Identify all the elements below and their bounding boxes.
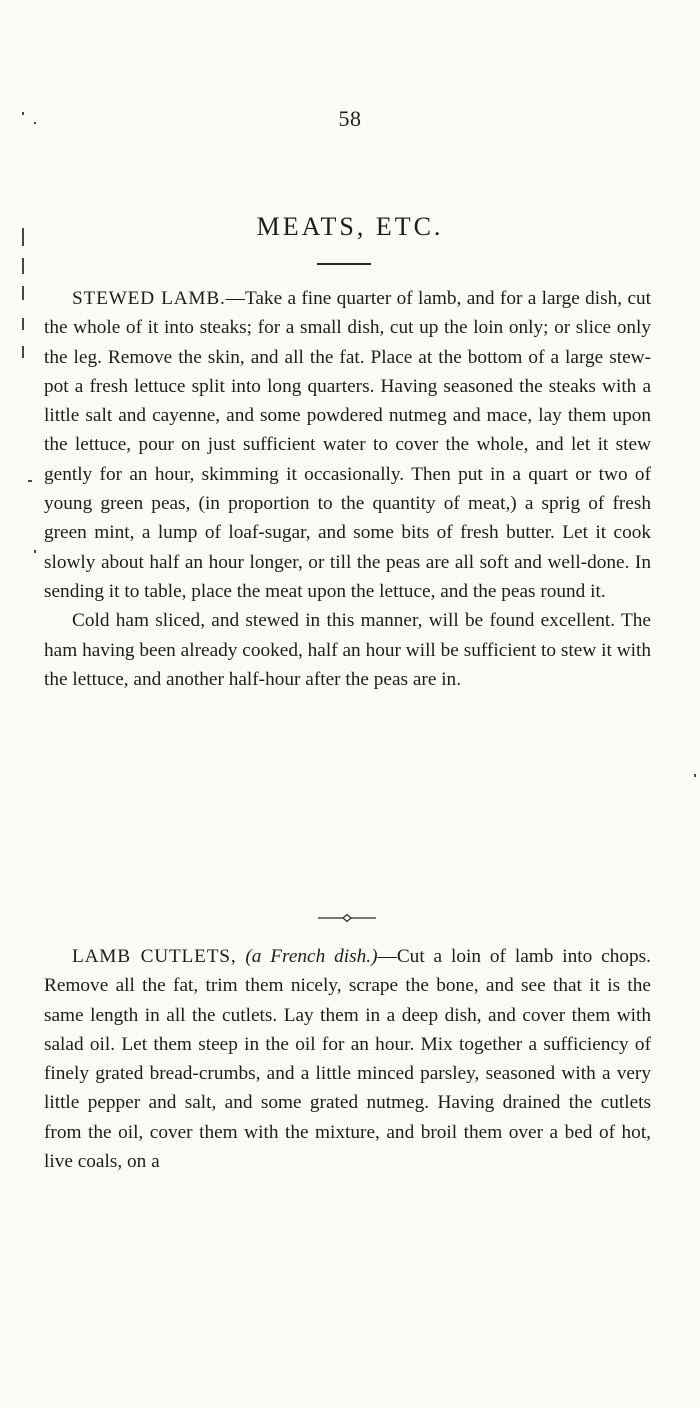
- em-dash: —: [225, 288, 245, 309]
- recipe-title: STEWED LAMB.: [72, 288, 226, 309]
- ornament-divider: [318, 913, 376, 923]
- recipe-paragraph: [44, 284, 651, 606]
- chapter-title: MEATS, ETC.: [256, 212, 444, 241]
- page-number: 58: [338, 106, 362, 131]
- recipe-paragraph: [44, 942, 651, 1176]
- margin-mark: [22, 346, 24, 358]
- em-dash: —: [377, 946, 397, 967]
- recipe-paragraph: [44, 606, 651, 694]
- recipe-lamb-cutlets: [44, 942, 651, 1176]
- recipe-title: LAMB CUTLETS,: [72, 946, 237, 967]
- recipe-text: Take a fine quarter of lamb, and for a large dish, cut the whole of it into steaks; for a small dish, cut up the loin only; or slice only the leg. Remove the skin, and all the fat. Place at the bottom of a large stew-pot a fresh lettuce split into long quarters. Having seasoned the steaks with a little salt and cayenne, and some powdered nutmeg and mace, lay them upon the lettuce, pour on just sufficient water to cover the whole, and let it stew gently for an hour, skimming it occasionally. Then put in a quart or two of young green peas, (in proportion to the quantity of meat,) a sprig of fresh green mint, a lump of loaf-sugar, and some bits of fresh butter. Let it cook slowly about half an hour longer, or till the peas are all soft and well-done. In sending it to table, place the meat upon the lettuce, and the peas round it.: [44, 288, 651, 602]
- margin-mark: [22, 318, 24, 330]
- margin-mark: [694, 774, 696, 777]
- margin-mark: [22, 258, 24, 274]
- recipe-text: Cold ham sliced, and stewed in this manner, will be found excellent. The ham having been already cooked, half an hour will be sufficient to stew it with the lettuce, and another half-hour after the peas are in.: [44, 610, 651, 690]
- recipe-subtitle: (a French dish.): [245, 946, 378, 967]
- title-rule: [317, 263, 371, 265]
- margin-mark: [28, 480, 32, 482]
- recipe-text: Cut a loin of lamb into chops. Remove all the fat, trim them nicely, scrape the bone, and see that it is the same length in all the cutlets. Lay them in a deep dish, and cover them with salad oil. Let them steep in the oil for an hour. Mix together a sufficiency of finely grated bread-crumbs, and a little minced parsley, seasoned with a very little pepper and salt, and some grated nutmeg. Having drained the cutlets from the oil, cover them with the mixture, and broil them over a bed of hot, live coals, on a: [44, 946, 651, 1173]
- margin-mark: [22, 286, 24, 300]
- recipe-stewed-lamb: [44, 284, 651, 694]
- margin-mark: [34, 550, 36, 553]
